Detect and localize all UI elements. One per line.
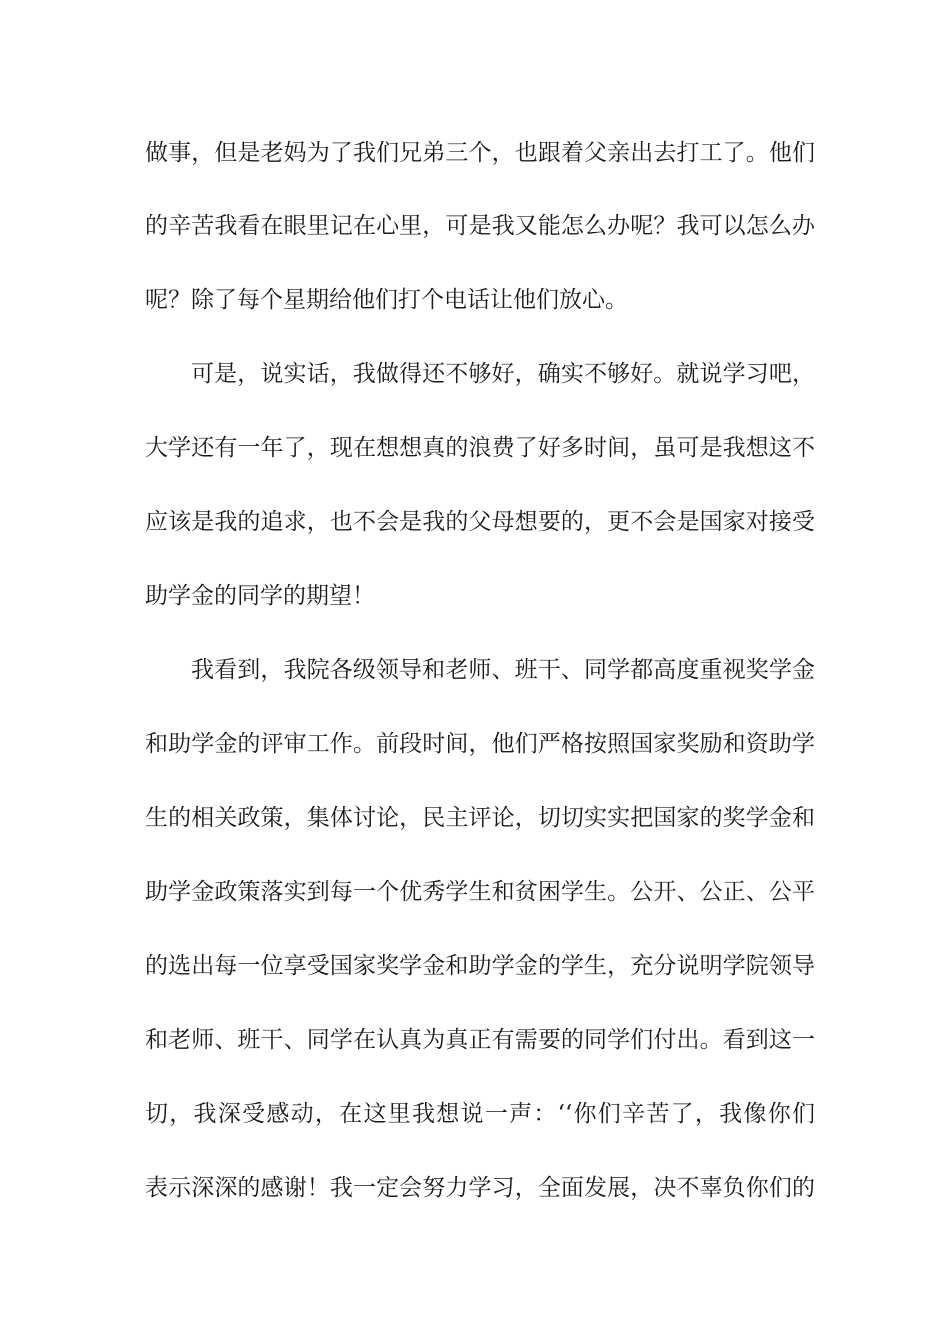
- text-line: 和老师、班干、同学在认真为真正有需要的同学们付出。看到这一: [145, 1027, 815, 1053]
- paragraph-first-line: 我看到，我院各级领导和老师、班干、同学都高度重视奖学金: [191, 657, 815, 683]
- text-line: 表示深深的感谢！我一定会努力学习，全面发展，决不辜负你们的: [145, 1175, 815, 1201]
- text-line: 呢？除了每个星期给他们打个电话让他们放心。: [145, 287, 628, 313]
- paragraph-first-line: 可是，说实话，我做得还不够好，确实不够好。就说学习吧，: [191, 361, 815, 387]
- text-line: 助学金的同学的期望！: [145, 583, 375, 609]
- text-line: 生的相关政策，集体讨论，民主评论，切切实实把国家的奖学金和: [145, 805, 815, 831]
- text-line: 做事，但是老妈为了我们兄弟三个，也跟着父亲出去打工了。他们: [145, 140, 815, 166]
- text-line: 切，我深受感动，在这里我想说一声：‘‘你们辛苦了，我像你们: [145, 1101, 815, 1127]
- text-line: 应该是我的追求，也不会是我的父母想要的，更不会是国家对接受: [145, 509, 815, 535]
- text-line: 助学金政策落实到每一个优秀学生和贫困学生。公开、公正、公平: [145, 879, 815, 905]
- text-line: 和助学金的评审工作。前段时间，他们严格按照国家奖励和资助学: [145, 731, 815, 757]
- text-line: 大学还有一年了，现在想想真的浪费了好多时间，虽可是我想这不: [145, 435, 815, 461]
- text-line: 的辛苦我看在眼里记在心里，可是我又能怎么办呢？我可以怎么办: [145, 213, 815, 239]
- text-line: 的选出每一位享受国家奖学金和助学金的学生，充分说明学院领导: [145, 953, 815, 979]
